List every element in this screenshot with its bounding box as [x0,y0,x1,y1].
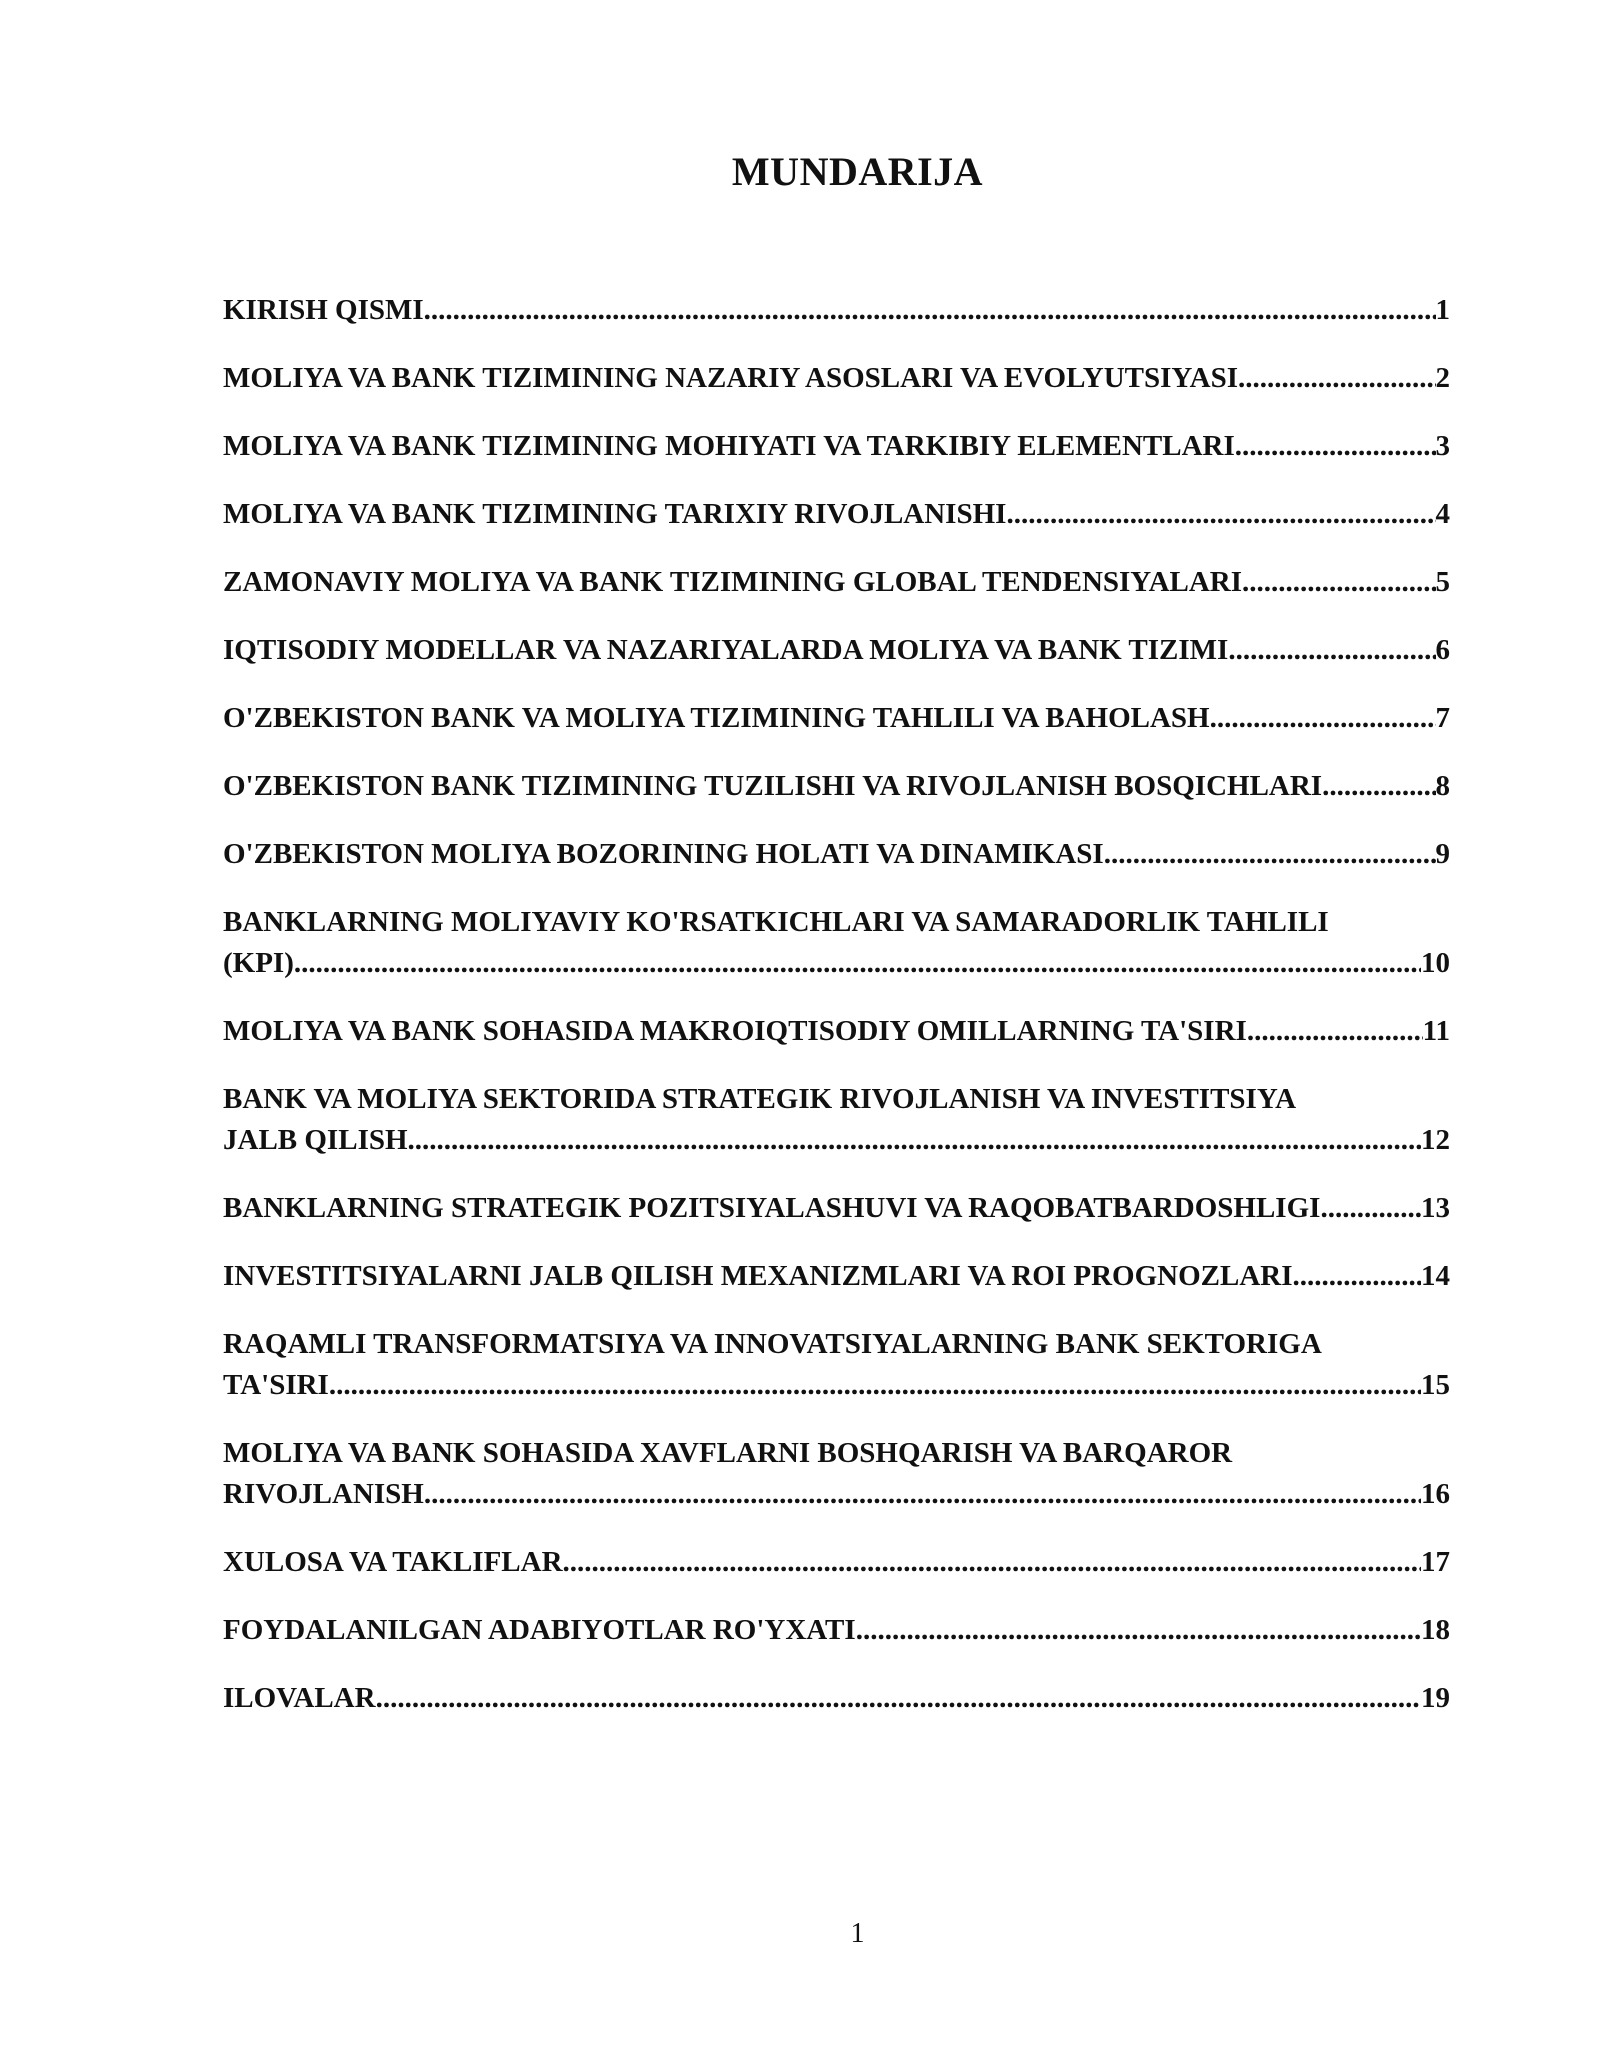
toc-dot-leader [1228,630,1435,671]
toc-entry-page: 19 [1421,1682,1450,1714]
table-of-contents [223,290,1450,1746]
toc-entry[interactable] [223,1433,1450,1515]
toc-entry[interactable] [223,834,1450,875]
toc-dot-leader [1322,766,1435,807]
toc-dot-leader [856,1610,1421,1651]
toc-entry-page: 12 [1421,1124,1450,1156]
toc-dot-leader [294,943,1421,984]
toc-entry-title: JALB QILISH [223,1124,408,1156]
toc-entry-title: MOLIYA VA BANK TIZIMINING NAZARIY ASOSLARI VA EVOLYUTSIYASI [223,362,1239,394]
toc-entry-title: TA'SIRI [223,1369,329,1401]
toc-entry[interactable] [223,426,1450,467]
toc-entry-title: ILOVALAR [223,1682,376,1714]
toc-entry[interactable] [223,1188,1450,1229]
toc-entry-title: RIVOJLANISH [223,1478,424,1510]
toc-entry-page: 6 [1435,634,1450,666]
toc-entry[interactable] [223,562,1450,603]
toc-entry[interactable] [223,494,1450,535]
toc-entry-title: ZAMONAVIY MOLIYA VA BANK TIZIMINING GLOBAL TENDENSIYALARI [223,566,1243,598]
toc-entry-page: 5 [1435,566,1450,598]
toc-entry-title: O'ZBEKISTON BANK VA MOLIYA TIZIMINING TAHLILI VA BAHOLASH [223,702,1210,734]
toc-entry[interactable] [223,1256,1450,1297]
toc-entry-page: 3 [1435,430,1450,462]
toc-entry[interactable] [223,1011,1450,1052]
toc-entry-title: KIRISH QISMI [223,294,424,326]
toc-entry-title-line1: MOLIYA VA BANK SOHASIDA XAVFLARNI BOSHQARISH VA BARQAROR [223,1437,1233,1469]
toc-entry[interactable] [223,766,1450,807]
toc-entry-title: XULOSA VA TAKLIFLAR [223,1546,563,1578]
toc-entry-title-line1: RAQAMLI TRANSFORMATSIYA VA INNOVATSIYALARNING BANK SEKTORIGA [223,1328,1322,1360]
toc-dot-leader [1242,562,1435,603]
toc-dot-leader [1210,698,1436,739]
toc-entry-title: INVESTITSIYALARNI JALB QILISH MEXANIZMLARI VA ROI PROGNOZLARI [223,1260,1293,1292]
toc-entry-page: 2 [1435,362,1450,394]
toc-entry-page: 17 [1421,1546,1450,1578]
toc-entry-page: 14 [1421,1260,1450,1292]
toc-entry-page: 8 [1435,770,1450,802]
toc-entry-title: O'ZBEKISTON BANK TIZIMINING TUZILISHI VA RIVOJLANISH BOSQICHLARI [223,770,1323,802]
toc-dot-leader [1006,494,1435,535]
toc-entry[interactable] [223,1542,1450,1583]
toc-entry-title: O'ZBEKISTON MOLIYA BOZORINING HOLATI VA DINAMIKASI [223,838,1104,870]
toc-entry-title: (KPI) [223,947,294,979]
toc-entry-page: 16 [1421,1478,1450,1510]
toc-entry[interactable] [223,1610,1450,1651]
toc-entry-title-line1: BANK VA MOLIYA SEKTORIDA STRATEGIK RIVOJLANISH VA INVESTITSIYA [223,1083,1297,1115]
toc-dot-leader [424,290,1436,331]
toc-entry[interactable] [223,698,1450,739]
toc-entry[interactable] [223,1324,1450,1406]
toc-dot-leader [1104,834,1436,875]
toc-entry-page: 1 [1435,294,1450,326]
toc-dot-leader [563,1542,1421,1583]
toc-dot-leader [1293,1256,1422,1297]
toc-entry[interactable] [223,902,1450,984]
page-number: 1 [850,1918,865,1949]
toc-entry-page: 4 [1435,498,1450,530]
toc-entry[interactable] [223,1079,1450,1161]
toc-entry-title: MOLIYA VA BANK SOHASIDA MAKROIQTISODIY OMILLARNING TA'SIRI [223,1015,1247,1047]
toc-entry-page: 9 [1435,838,1450,870]
toc-dot-leader [424,1474,1421,1515]
toc-entry[interactable] [223,630,1450,671]
toc-entry-page: 13 [1421,1192,1450,1224]
toc-entry-title-line1: BANKLARNING MOLIYAVIY KO'RSATKICHLARI VA SAMARADORLIK TAHLILI [223,906,1329,938]
toc-dot-leader [1235,426,1436,467]
toc-dot-leader [376,1678,1421,1719]
toc-dot-leader [1238,358,1435,399]
toc-dot-leader [1320,1188,1421,1229]
toc-entry-title: BANKLARNING STRATEGIK POZITSIYALASHUVI VA RAQOBATBARDOSHLIGI [223,1192,1321,1224]
toc-dot-leader [1247,1011,1423,1052]
toc-entry-title: FOYDALANILGAN ADABIYOTLAR RO'YXATI [223,1614,856,1646]
toc-dot-leader [329,1365,1421,1406]
toc-entry-title: MOLIYA VA BANK TIZIMINING TARIXIY RIVOJLANISHI [223,498,1007,530]
toc-entry-title: MOLIYA VA BANK TIZIMINING MOHIYATI VA TARKIBIY ELEMENTLARI [223,430,1235,462]
toc-entry-page: 18 [1421,1614,1450,1646]
toc-entry[interactable] [223,290,1450,331]
toc-entry[interactable] [223,1678,1450,1719]
toc-entry-page: 10 [1421,947,1450,979]
page-title: MUNDARIJA [731,149,984,194]
toc-entry-page: 7 [1435,702,1450,734]
toc-dot-leader [408,1120,1421,1161]
toc-entry-page: 11 [1422,1015,1450,1047]
toc-entry-title: IQTISODIY MODELLAR VA NAZARIYALARDA MOLIYA VA BANK TIZIMI [223,634,1229,666]
toc-entry[interactable] [223,358,1450,399]
toc-entry-page: 15 [1421,1369,1450,1401]
